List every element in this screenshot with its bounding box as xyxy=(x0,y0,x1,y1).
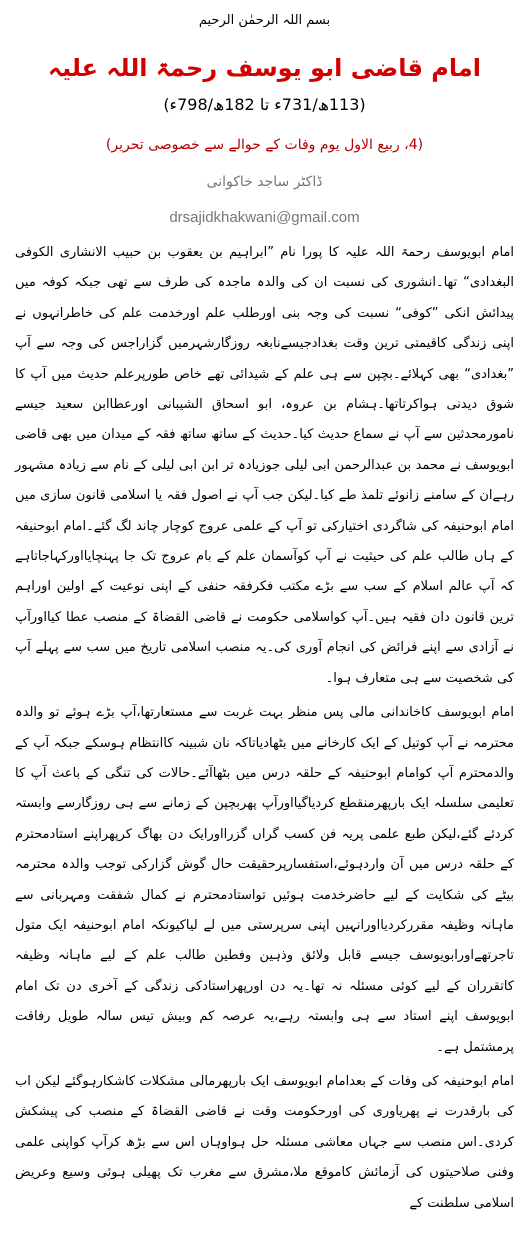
article-subtitle: (4، ربیع الاول یوم وفات کے حوالے سے خصوصی تحریر) xyxy=(105,137,424,153)
paragraph-2: امام ابویوسف کاخاندانی مالی پس منظر بہت غربت سے مستعارتھا،آپ بڑے ہوئے تو والدہ محترمہ نے آپ کوتیل کے ایک کارخانے میں بٹھادیاتاکہ نان شبینہ کاانتظام ہوسکے جبکہ آپ کے والدمحترم آپ کوامام ابوحنیفہ کے حلقہ درس میں بٹھاآئے۔حالات کی تنگی کے باعث آپ کا تعلیمی سلسلہ ایک بارپھرمنقطع کردیاگیااورآپ پھربچپن کے زمانے سے ہی روزگارسے وابستہ کردئے گئے،لیکن طبع علمی پریہ فن کسب گراں گزرااورایک دن بھاگ کرپھراپنے استادمحترم کے حلقہ درس میں آن واردہوئے،استفسارپرحقیقت حال گوش گزارکی توجب والدہ محترمہ بیٹے کی شکایت کے لیے حاضرخدمت ہوئیں تواستادمحترم نے کمال شفقت ومہربانی سے ماہانہ وظیفہ مقررکردیااورانہیں اپنی سرپرستی میں لے لیاکیونکہ امام ابوحنیفہ ایک متول تاجرتھےاورابویوسف جیسے قابل ولائق وذہین وفطین طالب علم کے لیے ماہانہ وظیفہ کاتقرران کے لیے کوئی مسئلہ نہ تھا۔یہ دن اورپھراستادکی زندگی کے آخری دن تک امام ابویوسف اپنے استاد سے ہی وابستہ رہے،یہ عرصہ کم وبیش تیس سالہ طویل رفاقت پرمشتمل ہے۔ xyxy=(15,705,514,1055)
bismillah-heading: بسم اللہ الرحمٰن الرحیم xyxy=(198,13,331,28)
author-email: drsajidkhakwani@gmail.com xyxy=(169,209,360,226)
article-years: (113ھ/731ء تا 182ھ/798ء) xyxy=(163,95,366,114)
article-title: امام قاضی ابو یوسف رحمۃ اللہ علیہ xyxy=(48,54,481,82)
paragraph-1: امام ابویوسف رحمۃ اللہ علیہ کا پورا نام ”ابراہیم بن یعقوب بن حبیب الانشاری الکوفی البغدادی“ تھا۔انشوری کی نسبت ان کی والدہ ماجدہ کی طرف سے تھی جبکہ کوفہ میں پیدائش انکی ”کوفی“ نسبت کی وجہ بنی اورطلب علم اورخدمت علم کی خاطرانہوں نے اپنی زندگی کاقیمتی ترین وقت بغدادجیسےنابغہ روزگارشہرمیں گزاراجس کی وجہ سے آپ ”بغدادی“ بھی کہلائے۔بچپن سے ہی علم کے شیدائی تھے خاص طورپرعلم حدیث میں آپ کا شوق دیدنی ہواکرتاتھا۔ہشام بن عروہ، ابو اسحاق الشیبانی اورعطاابن سعید جیسے نامورمحدثین سے آپ نے سماع حدیث کیا۔حدیث کے ساتھ ساتھ فقہ کے میدان میں بھی قاضی ابویوسف نے محمد بن عبدالرحمن ابی لیلی جوزیادہ تر ابن ابی لیلی کے نام سے زیادہ مشہور رہےان کے سامنے زانوئے تلمذ طے کیا۔لیکن جب آپ نے اصول فقہ یا اسلامی قانون سازی میں امام ابوحنیفہ کی شاگردی اختیارکی تو آپ کے علمی عروج کوچار چاند لگ گئے۔امام ابوحنیفہ کے ہاں طالب علم کی حیثیت نے آپ کوآسمان علم کے بام عروج تک جا پہنچایااورکہاجاتاہے کہ آپ عالم اسلام کے سب سے بڑے مکتب فکرفقہ حنفی کے اپنی نوعیت کے اولین اوراہم ترین قانون دان فقیہ ہیں۔آپ کواسلامی حکومت نے قاضی القضاۃ کے منصب عطا کیااورآپ نے آزادی سے اپنے فرائض کی انجام آوری کی۔یہ منصب اسلامی تاریخ میں سب سے پہلے آپ کی شخصیت سے ہی متعارف ہوا۔ xyxy=(15,245,514,686)
article-body xyxy=(15,238,514,1219)
author-name: ڈاکٹر ساجد خاکوانی xyxy=(206,174,323,190)
paragraph-3: امام ابوحنیفہ کی وفات کے بعدامام ابویوسف ایک بارپھرمالی مشکلات کاشکارہوگئے لیکن اب کی بارقدرت نے پھریاوری کی اورحکومت وقت نے قاضی القضاۃ کے منصب کی پیشکش کردی۔اس منصب سے جہاں معاشی مسئلہ حل ہواوہاں اس سے بڑھ کرآپ کواپنی علمی وفنی صلاحیتوں کی آزمائش کاموقع ملا،مشرق سے مغرب تک پھیلی ہوئی وسیع وعریض اسلامی سلطنت کے xyxy=(15,1073,514,1211)
